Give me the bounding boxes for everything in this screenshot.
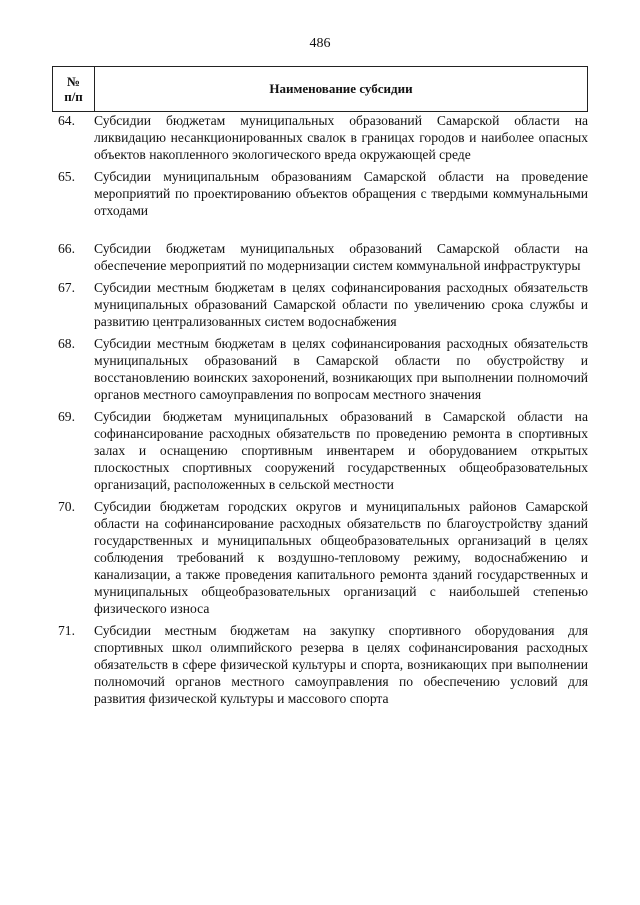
row-text: Субсидии бюджетам городских округов и муниципальных районов Самарской области на софинансирование расходных обязательств по благоустройству зданий государственных и муниципальных общеобразовательных организаций в целях соблюдения требований к воздушно-тепловому режиму, водоснабжению и канализации, а также проведения капитального ремонта зданий государственных и муниципальных общеобразовательных организаций с наибольшей степенью физического износа (94, 499, 588, 616)
row-number: 66. (58, 241, 75, 256)
row-number: 65. (58, 169, 75, 184)
column-number-header-line2: п/п (64, 89, 83, 104)
row-text: Субсидии местным бюджетам в целях софинансирования расходных обязательств муниципальных образований Самарской области по увеличению срока службы и развитию централизованных систем водоснабжения (94, 280, 588, 329)
subsidy-list (52, 112, 588, 707)
row-text: Субсидии бюджетам муниципальных образований в Самарской области на софинансирование расходных обязательств по проведению ремонта в спортивных залах и оснащению спортивным инвентарем и оборудованием открытых плоскостных спортивных сооружений государственных общеобразовательных организаций, расположенных в сельской местности (94, 409, 588, 492)
row-number: 69. (58, 409, 75, 424)
table-row (52, 408, 588, 493)
table-row (52, 622, 588, 707)
column-number-header (53, 67, 95, 111)
row-number: 67. (58, 280, 75, 295)
row-text: Субсидии бюджетам муниципальных образований Самарской области на обеспечение мероприятий по модернизации систем коммунальной инфраструктуры (94, 241, 588, 273)
table-row (52, 168, 588, 219)
row-text: Субсидии местным бюджетам в целях софинансирования расходных обязательств муниципальных образований в Самарской области по обустройству и восстановлению воинских захоронений, возникающих при выполнении полномочий органов местного самоуправления по вопросам местного значения (94, 336, 588, 402)
table-row (52, 240, 588, 274)
row-text: Субсидии местным бюджетам на закупку спортивного оборудования для спортивных школ олимпийского резерва в целях софинансирования расходных обязательств в сфере физической культуры и спорта, возникающих при выполнении полномочий органов местного самоуправления по обеспечению условий для развития физической культуры и массового спорта (94, 623, 588, 706)
row-number: 71. (58, 623, 75, 638)
table-header (52, 66, 588, 112)
row-number: 68. (58, 336, 75, 351)
table-row (52, 112, 588, 163)
row-number: 70. (58, 499, 75, 514)
row-text: Субсидии бюджетам муниципальных образований Самарской области на ликвидацию несанкционированных свалок в границах городов и наиболее опасных объектов накопленного экологического вреда окружающей среде (94, 113, 588, 162)
table-row (52, 335, 588, 403)
table-row (52, 279, 588, 330)
row-number: 64. (58, 113, 75, 128)
page-number: 486 (309, 36, 331, 51)
column-number-header-line1: № (66, 74, 81, 89)
column-name-header: Наименование субсидии (269, 81, 413, 96)
row-text: Субсидии муниципальным образованиям Самарской области на проведение мероприятий по проектированию объектов обращения с твердыми коммунальными отходами (94, 169, 588, 218)
table-row (52, 498, 588, 617)
